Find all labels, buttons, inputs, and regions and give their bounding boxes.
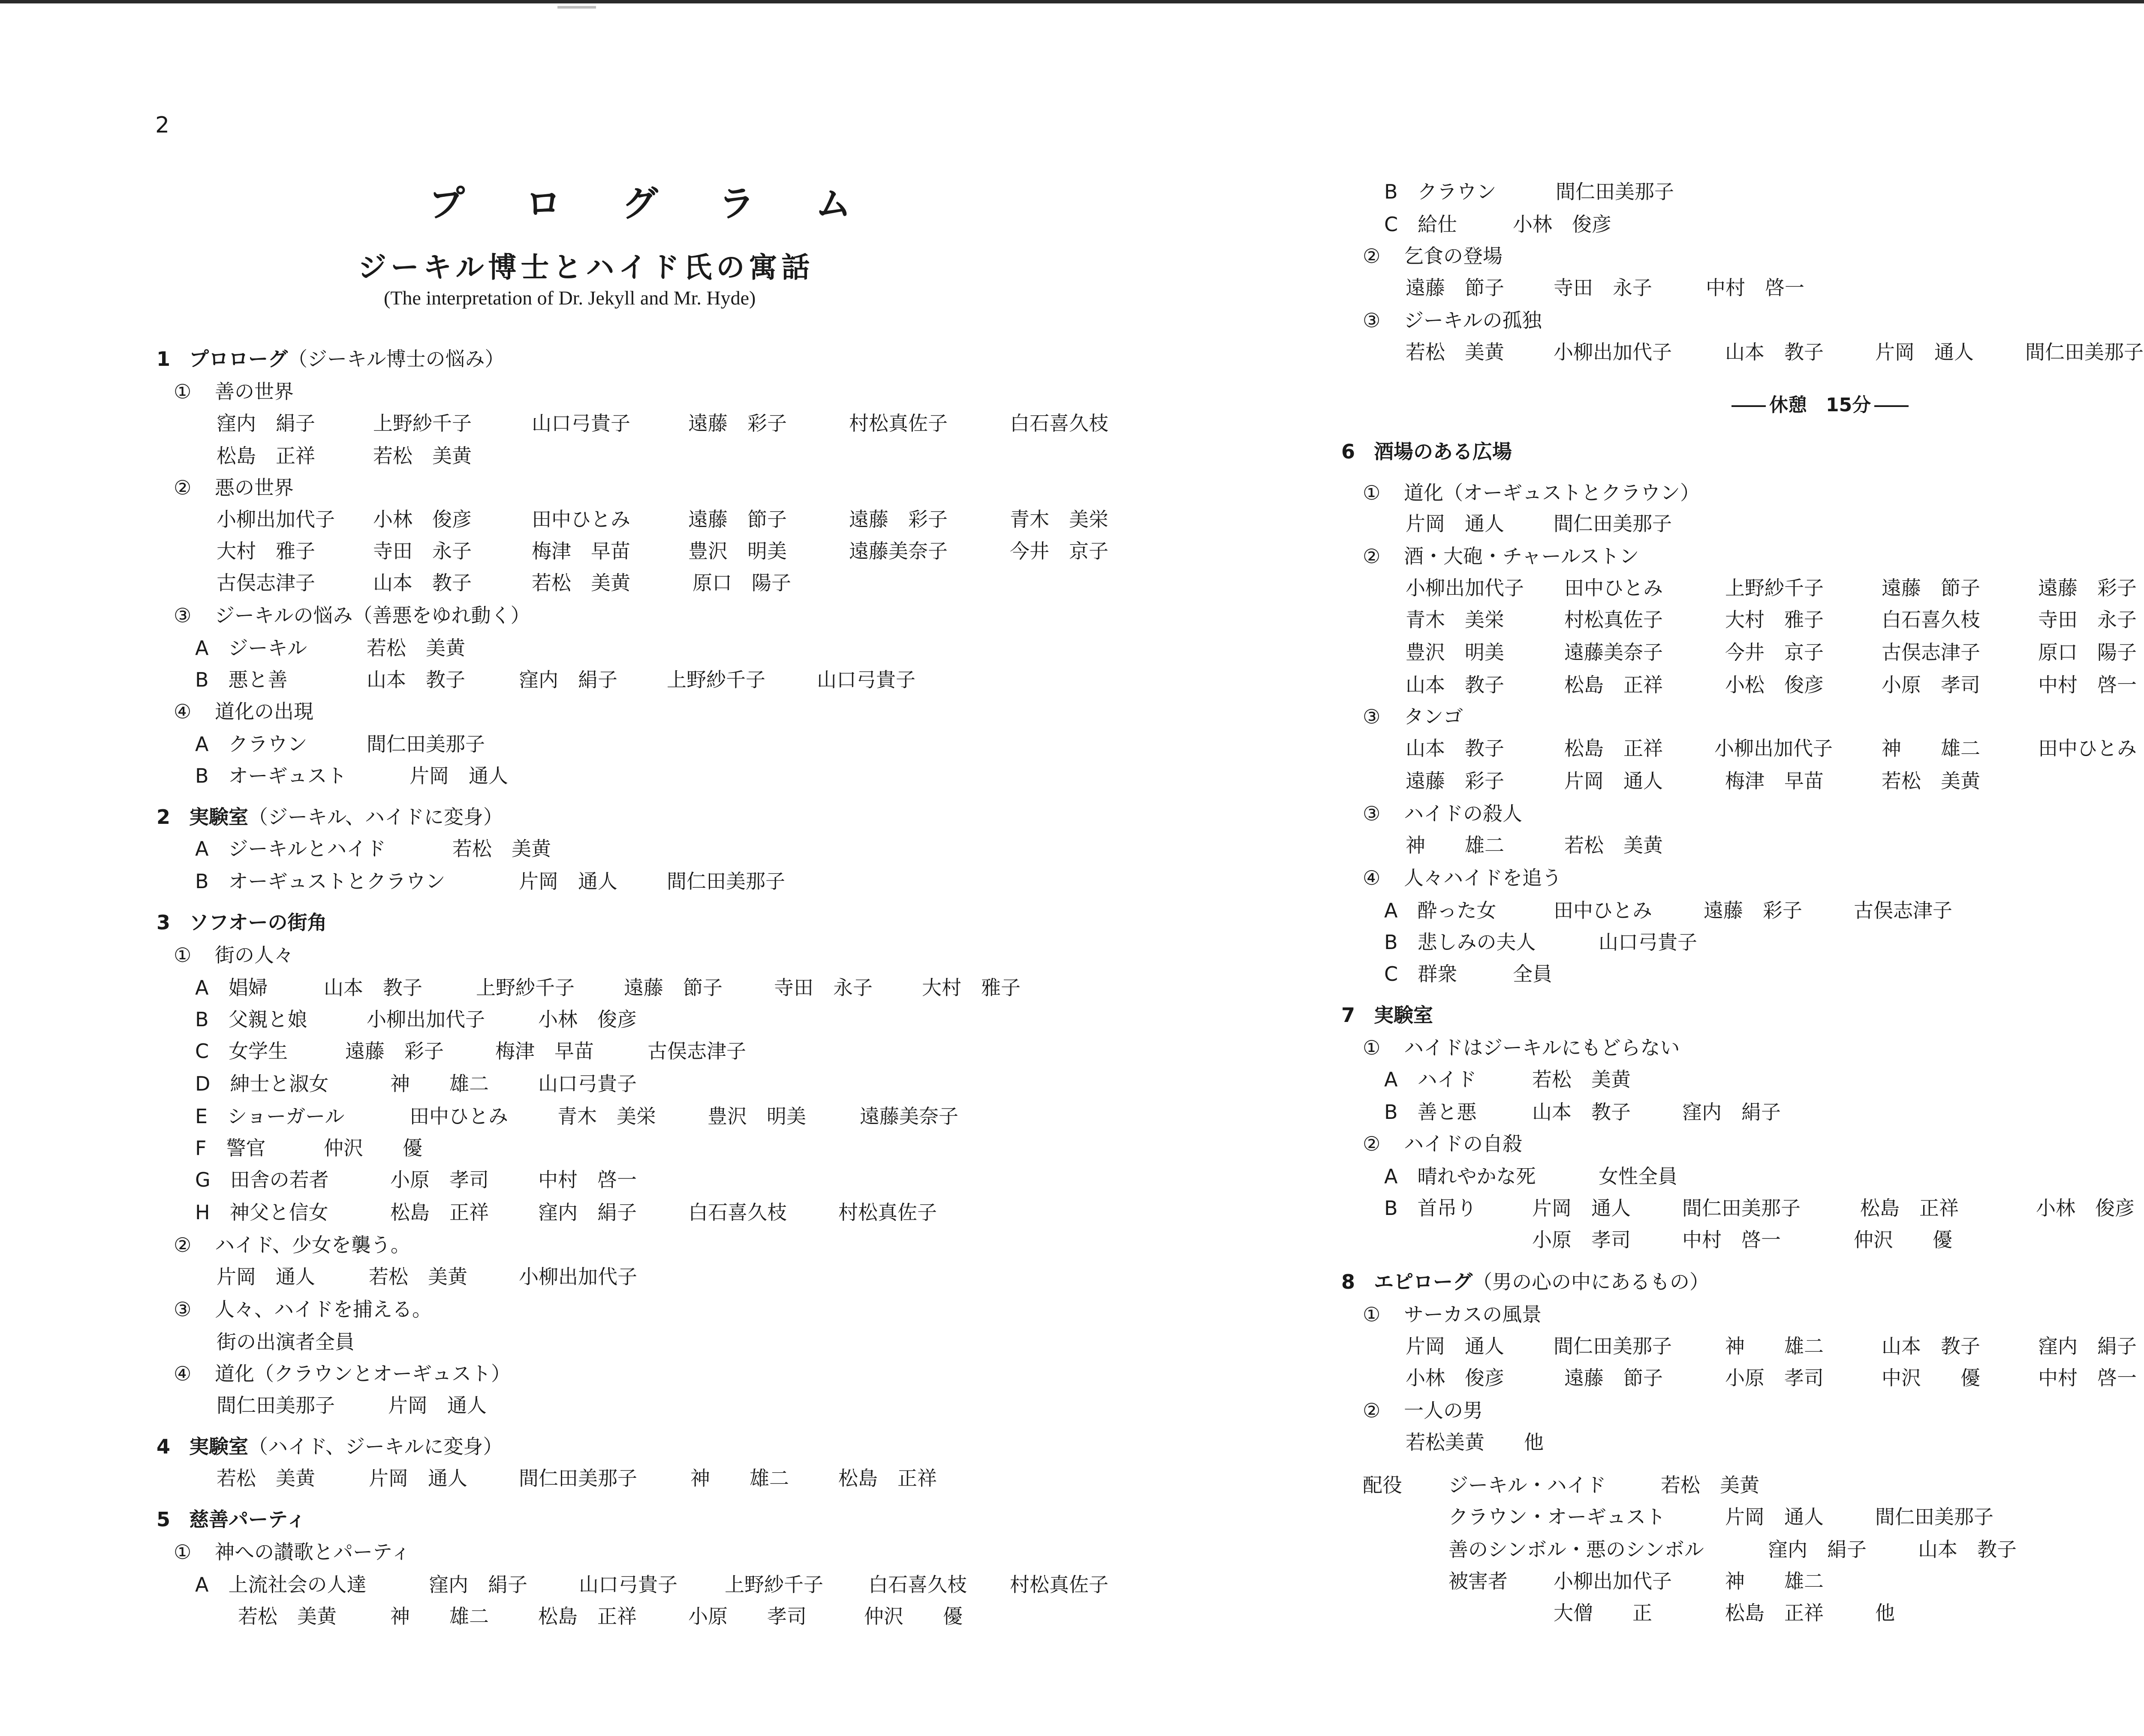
cast-cell: E ショーガール [195, 1105, 345, 1128]
cast-cell: 遠藤 彩子 [345, 1040, 444, 1063]
subsection-mark: ③ [1363, 309, 1381, 332]
subsection-heading [174, 1299, 432, 1319]
cast-cell: 梅津 早苗 [1725, 769, 1824, 793]
cast-cell: 窪内 絹子 [1768, 1538, 1867, 1561]
cast-cell: 片岡 通人 [410, 764, 508, 787]
cast-cell: 片岡 通人 [1725, 1505, 1824, 1528]
cast-cell: 村松真佐子 [838, 1201, 937, 1224]
section-heading [1341, 1005, 1433, 1025]
cast-cell: 田中ひとみ [532, 508, 630, 531]
cast-cell: 松島 正祥 [1725, 1601, 1824, 1624]
program-title: プ ロ グ ラ ム [429, 182, 875, 225]
cast-cell: 松島 正祥 [1564, 737, 1663, 760]
subsection-heading [174, 382, 294, 401]
cast-cell: 神 雄二 [1406, 834, 1504, 857]
cast-cell: 小柳出加代子 [1406, 576, 1524, 600]
cast-cell: 寺田 永子 [774, 976, 873, 999]
cast-cell: 小林 俊彦 [373, 508, 472, 531]
cast-cell: 遠藤 彩子 [1406, 769, 1504, 793]
cast-cell: 若松 美黄 [217, 1467, 315, 1490]
cast-cell: 山口弓貴子 [538, 1072, 637, 1095]
cast-cell: 若松 美黄 [367, 636, 465, 660]
subsection-heading [174, 702, 313, 721]
cast-cell: B 善と悪 [1384, 1100, 1477, 1124]
cast-cell: A ジーキルとハイド [195, 837, 386, 860]
cast-cell: 原口 陽子 [693, 571, 791, 594]
subsection-mark: ④ [174, 700, 192, 723]
subsection-mark: ④ [174, 1362, 192, 1385]
cast-cell: 松島 正祥 [838, 1467, 937, 1490]
cast-cell: 女性全員 [1599, 1165, 1677, 1188]
cast-cell: 神 雄二 [390, 1072, 489, 1095]
subsection-mark: ④ [1363, 866, 1381, 889]
cast-cell: 豊沢 明美 [708, 1105, 806, 1128]
cast-cell: 神 雄二 [1725, 1335, 1824, 1358]
subsection-heading [1363, 483, 1700, 503]
english-title: (The interpretation of Dr. Jekyll and Mr. Hyde) [384, 287, 756, 309]
cast-cell: 山口弓貴子 [579, 1573, 678, 1596]
cast-cell: 間仁田美那子 [1556, 180, 1674, 203]
subsection-heading [1363, 1401, 1483, 1420]
cast-cell: 白石喜久枝 [688, 1201, 787, 1224]
subsection-heading [174, 606, 530, 625]
cast-cell: 窪内 絹子 [1682, 1100, 1781, 1124]
cast-cell: 松島 正祥 [1860, 1197, 1959, 1220]
subsection-title: 道化（クラウンとオーギュスト） [215, 1362, 511, 1385]
cast-cell: 間仁田美那子 [1554, 1335, 1672, 1358]
cast-cell: A クラウン [195, 732, 307, 756]
subsection-heading [174, 1364, 511, 1383]
subsection-title: ハイドはジーキルにもどらない [1404, 1036, 1680, 1059]
cast-cell: 若松 美黄 [369, 1265, 467, 1288]
cast-cell: 仲沢 優 [864, 1605, 963, 1628]
cast-cell: 神 雄二 [390, 1605, 489, 1628]
cast-cell: 神 雄二 [1882, 737, 1980, 760]
cast-cell: 若松 美黄 [1882, 769, 1980, 793]
cast-cell: 小柳出加代子 [1554, 341, 1672, 364]
cast-cell: 間仁田美那子 [2025, 341, 2144, 364]
subsection-title: 人々ハイドを追う [1404, 866, 1562, 889]
section-note: （ジーキル博士の悩み） [288, 347, 505, 371]
subsection-mark: ① [1363, 1036, 1381, 1059]
cast-cell: 今井 京子 [1725, 641, 1824, 664]
cast-cell: 山本 教子 [1532, 1100, 1631, 1124]
section-heading [157, 1437, 503, 1456]
subsection-mark: ② [1363, 1132, 1381, 1155]
subsection-title: 善の世界 [215, 380, 294, 403]
subsection-mark: ① [174, 943, 192, 967]
cast-cell: G 田舎の若者 [195, 1168, 329, 1191]
cast-cell: H 神父と信女 [195, 1201, 328, 1224]
subsection-mark: ② [174, 476, 192, 499]
subsection-heading [174, 1542, 410, 1562]
cast-cell: 他 [1875, 1601, 1895, 1624]
cast-cell: 古俣志津子 [1854, 899, 1952, 922]
cast-cell: 中沢 優 [1882, 1366, 1980, 1389]
cast-cell: 青木 美栄 [1406, 608, 1504, 631]
subsection-heading [1363, 1134, 1522, 1154]
cast-cell: 間仁田美那子 [519, 1467, 637, 1490]
subsection-mark: ① [1363, 481, 1381, 504]
cast-cell: B クラウン [1384, 180, 1497, 203]
cast-cell: 小原 孝司 [1882, 673, 1980, 696]
cast-cell: 山本 教子 [373, 571, 472, 594]
cast-cell: 小林 俊彦 [1406, 1366, 1504, 1389]
cast-cell: 寺田 永子 [1554, 276, 1652, 299]
cast-cell: 遠藤 節子 [1564, 1366, 1663, 1389]
cast-cell: 若松 美黄 [1532, 1068, 1631, 1091]
section-heading [157, 349, 505, 369]
cast-cell: 梅津 早苗 [495, 1040, 594, 1063]
intermission-text: 休憩 15分 [1769, 394, 1871, 416]
subsection-heading [1363, 310, 1542, 330]
cast-cell: 小原 孝司 [390, 1168, 489, 1191]
subsection-title: ジーキルの悩み（善悪をゆれ動く） [215, 604, 530, 627]
subsection-title: 一人の男 [1404, 1399, 1483, 1422]
cast-cell: 豊沢 明美 [688, 539, 787, 563]
cast-cell: 青木 美栄 [557, 1105, 656, 1128]
cast-cell: 小原 孝司 [1725, 1366, 1824, 1389]
subsection-title: 神への讃歌とパーティ [215, 1540, 411, 1564]
subsection-title: サーカスの風景 [1404, 1303, 1542, 1326]
cast-cell: 仲沢 優 [1854, 1228, 1952, 1251]
cast-cell: 小松 俊彦 [1725, 673, 1824, 696]
cast-cell: 中村 啓一 [1706, 276, 1804, 299]
cast-cell: 田中ひとみ [410, 1105, 508, 1128]
cast-cell: 中村 啓一 [538, 1168, 637, 1191]
cast-cell: 小原 孝司 [1532, 1228, 1631, 1251]
section-number: 7 [1341, 1004, 1355, 1027]
cast-cell: 中村 啓一 [2038, 673, 2137, 696]
cast-cell: 山本 教子 [1882, 1335, 1980, 1358]
cast-cell: B 悪と善 [195, 668, 288, 691]
cast-cell: 梅津 早苗 [532, 539, 630, 563]
subsection-title: 酒・大砲・チャールストン [1404, 545, 1639, 568]
subsection-title: 人々、ハイドを捕える。 [215, 1298, 432, 1321]
cast-cell: 遠藤 彩子 [2038, 576, 2137, 600]
cast-cell: 小柳出加代子 [217, 508, 335, 531]
cast-cell: 遠藤美奈子 [1564, 641, 1663, 664]
cast-cell: 小林 俊彦 [538, 1008, 637, 1031]
cast-cell: 間仁田美那子 [217, 1394, 335, 1417]
cast-cell: 白石喜久枝 [1882, 608, 1980, 631]
cast-cell: C 女学生 [195, 1040, 288, 1063]
section-heading [1341, 1272, 1709, 1292]
cast-cell: 山本 教子 [1406, 737, 1504, 760]
section-heading [157, 807, 503, 827]
cast-cell: 若松 美黄 [532, 571, 630, 594]
subsection-heading [1363, 707, 1463, 726]
cast-cell: 上野紗千子 [667, 668, 765, 691]
cast-cell: 遠藤 節子 [624, 976, 723, 999]
intermission [1728, 389, 1912, 417]
subsection-heading [1363, 1305, 1542, 1324]
cast-cell: B 悲しみの夫人 [1384, 931, 1536, 954]
cast-cell: 遠藤 彩子 [849, 508, 948, 531]
cast-cell: 若松美黄 他 [1406, 1431, 1544, 1454]
cast-cell: 若松 美黄 [373, 444, 472, 467]
cast-cell: 松島 正祥 [1564, 673, 1663, 696]
cast-cell: B オーギュストとクラウン [195, 870, 446, 893]
cast-cell: 小柳出加代子 [519, 1265, 637, 1288]
cast-cell: A ハイド [1384, 1068, 1477, 1091]
cast-cell: 青木 美栄 [1010, 508, 1108, 531]
section-title: 酒場のある広場 [1374, 440, 1512, 463]
section-number: 1 [157, 347, 171, 371]
cast-cell: 遠藤 彩子 [688, 412, 787, 435]
cast-cell: C 群衆 [1384, 962, 1457, 986]
cast-cell: 古俣志津子 [217, 571, 315, 594]
cast-cell: 村松真佐子 [1564, 608, 1663, 631]
cast-cell: 遠藤 節子 [688, 508, 787, 531]
subsection-title: 悪の世界 [215, 476, 294, 499]
cast-cell: D 紳士と淑女 [195, 1072, 329, 1095]
subsection-heading [174, 478, 294, 497]
cast-cell: 遠藤美奈子 [849, 539, 948, 563]
section-title: 実験室 [189, 1435, 249, 1458]
section-title: エピローグ [1374, 1270, 1473, 1293]
cast-cell: B 首吊り [1384, 1197, 1477, 1220]
cast-cell: 村松真佐子 [849, 412, 948, 435]
cast-cell: 若松 美黄 [238, 1605, 337, 1628]
cast-cell: 松島 正祥 [217, 444, 315, 467]
cast-cell: 小柳出加代子 [1714, 737, 1833, 760]
cast-cell: 山本 教子 [1918, 1538, 2017, 1561]
cast-cell: 白石喜久枝 [868, 1573, 967, 1596]
cast-cell: 山本 教子 [324, 976, 422, 999]
cast-cell: 被害者 [1448, 1570, 1508, 1593]
cast-cell: 片岡 通人 [369, 1467, 467, 1490]
cast-cell: 善のシンボル・悪のシンボル [1448, 1538, 1704, 1561]
cast-cell: 小林 俊彦 [2036, 1197, 2135, 1220]
subsection-mark: ① [174, 1540, 192, 1564]
subsection-title: ジーキルの孤独 [1404, 309, 1542, 332]
cast-cell: 片岡 通人 [388, 1394, 487, 1417]
cast-cell: 小柳出加代子 [1554, 1570, 1672, 1593]
cast-cell: 小林 俊彦 [1513, 213, 1611, 236]
cast-cell: 片岡 通人 [1532, 1197, 1631, 1220]
cast-cell: 片岡 通人 [1875, 341, 1974, 364]
subsection-title: ハイド、少女を襲う。 [215, 1233, 410, 1257]
cast-cell: 原口 陽子 [2038, 641, 2137, 664]
subsection-heading [1363, 868, 1562, 888]
cast-cell: 遠藤 彩子 [1704, 899, 1802, 922]
subsection-title: 道化の出現 [215, 700, 313, 723]
subsection-heading [1363, 246, 1503, 266]
section-heading [157, 1510, 306, 1529]
cast-cell: 松島 正祥 [390, 1201, 489, 1224]
cast-cell: 古俣志津子 [647, 1040, 746, 1063]
cast-cell: 山口弓貴子 [817, 668, 915, 691]
cast-cell: B 父親と娘 [195, 1008, 307, 1031]
section-title: 実験室 [1374, 1004, 1433, 1027]
cast-cell: 田中ひとみ [1564, 576, 1663, 600]
cast-cell: 村松真佐子 [1010, 1573, 1108, 1596]
cast-cell: A 酔った女 [1384, 899, 1497, 922]
cast-cell: 仲沢 優 [324, 1136, 422, 1160]
cast-cell: 若松 美黄 [1564, 834, 1663, 857]
subsection-mark: ③ [174, 1298, 192, 1321]
cast-cell: 若松 美黄 [452, 837, 551, 860]
subsection-title: ハイドの殺人 [1404, 802, 1522, 825]
cast-cell: 間仁田美那子 [667, 870, 785, 893]
cast-cell: 間仁田美那子 [1554, 512, 1672, 535]
cast-cell: 中村 啓一 [2038, 1366, 2137, 1389]
subsection-mark: ② [1363, 545, 1381, 568]
section-number: 8 [1341, 1270, 1355, 1293]
section-number: 5 [157, 1508, 171, 1531]
cast-cell: 遠藤 節子 [1882, 576, 1980, 600]
cast-cell: A 晴れやかな死 [1384, 1165, 1536, 1188]
section-title: プロローグ [189, 347, 288, 371]
cast-cell: B オーギュスト [195, 764, 347, 787]
cast-cell: 小柳出加代子 [367, 1008, 485, 1031]
subsection-mark: ① [174, 380, 192, 403]
subsection-heading [1363, 1038, 1680, 1058]
cast-cell: 上野紗千子 [725, 1573, 823, 1596]
section-note: （男の心の中にあるもの） [1472, 1270, 1710, 1293]
section-number: 2 [157, 805, 171, 829]
program-subtitle: ジーキル博士とハイド氏の寓話 [358, 250, 814, 284]
cast-cell: A 上流社会の人達 [195, 1573, 367, 1596]
cast-cell: 上野紗千子 [373, 412, 472, 435]
cast-cell: 窪内 絹子 [2038, 1335, 2137, 1358]
subsection-heading [1363, 546, 1639, 566]
cast-cell: 上野紗千子 [1725, 576, 1824, 600]
cast-cell: A ジーキル [195, 636, 307, 660]
section-heading [157, 913, 327, 932]
cast-cell: 全員 [1513, 962, 1552, 986]
subsection-title: 街の人々 [215, 943, 294, 967]
cast-cell: 片岡 通人 [217, 1265, 315, 1288]
cast-cell: 古俣志津子 [1882, 641, 1980, 664]
cast-cell: 片岡 通人 [1564, 769, 1663, 793]
cast-cell: 山本 教子 [1406, 673, 1504, 696]
cast-cell: 間仁田美那子 [1682, 1197, 1801, 1220]
section-title: 慈善パーティ [189, 1508, 306, 1531]
cast-cell: 山本 教子 [1725, 341, 1824, 364]
cast-cell: 窪内 絹子 [429, 1573, 527, 1596]
section-number: 3 [157, 911, 171, 934]
cast-cell: C 給仕 [1384, 213, 1457, 236]
subsection-mark: ② [174, 1233, 192, 1257]
cast-cell: 松島 正祥 [538, 1605, 637, 1628]
cast-cell: 若松 美黄 [1661, 1474, 1759, 1497]
cast-cell: 大村 雅子 [922, 976, 1021, 999]
cast-cell: 山口弓貴子 [532, 412, 630, 435]
subsection-mark: ① [1363, 1303, 1381, 1326]
cast-cell: 窪内 絹子 [519, 668, 617, 691]
cast-cell: 田中ひとみ [1554, 899, 1652, 922]
intermission-dash-right [1874, 405, 1909, 407]
cast-cell: ジーキル・ハイド [1448, 1474, 1606, 1497]
section-note: （ジーキル、ハイドに変身） [248, 805, 503, 829]
section-note: （ハイド、ジーキルに変身） [248, 1435, 503, 1458]
cast-cell: 上野紗千子 [476, 976, 575, 999]
subsection-title: タンゴ [1404, 705, 1463, 728]
cast-cell: 間仁田美那子 [367, 732, 485, 756]
cast-cell: 遠藤 節子 [1406, 276, 1504, 299]
section-heading [1341, 442, 1512, 461]
cast-cell: 山本 教子 [367, 668, 465, 691]
subsection-mark: ② [1363, 244, 1381, 268]
subsection-heading [1363, 804, 1522, 823]
cast-cell: 白石喜久枝 [1010, 412, 1108, 435]
intermission-dash-left [1731, 405, 1766, 407]
cast-cell: 遠藤美奈子 [860, 1105, 958, 1128]
cast-cell: 配役 [1363, 1474, 1402, 1497]
cast-cell: 窪内 絹子 [538, 1201, 637, 1224]
cast-cell: A 娼婦 [195, 976, 268, 999]
cast-cell: 山口弓貴子 [1599, 931, 1697, 954]
subsection-heading [174, 945, 294, 965]
subsection-title: 乞食の登場 [1404, 244, 1503, 268]
cast-cell: 寺田 永子 [373, 539, 472, 563]
cast-cell: 今井 京子 [1010, 539, 1108, 563]
cast-cell: 大村 雅子 [1725, 608, 1824, 631]
section-number: 6 [1341, 440, 1355, 463]
subsection-title: 道化（オーギュストとクラウン） [1404, 481, 1700, 504]
subsection-heading [174, 1235, 410, 1255]
cast-cell: 間仁田美那子 [1875, 1505, 1993, 1528]
cast-cell: 街の出演者全員 [217, 1330, 355, 1353]
cast-cell: 神 雄二 [690, 1467, 789, 1490]
section-title: 実験室 [189, 805, 249, 829]
cast-cell: 中村 啓一 [1682, 1228, 1781, 1251]
page-number-left: 2 [155, 112, 170, 138]
section-number: 4 [157, 1435, 171, 1458]
section-title: ソフオーの街角 [189, 911, 327, 934]
cast-cell: 片岡 通人 [1406, 512, 1504, 535]
cast-cell: 窪内 絹子 [217, 412, 315, 435]
cast-cell: 小原 孝司 [688, 1605, 807, 1628]
cast-cell: 神 雄二 [1725, 1570, 1824, 1593]
subsection-title: ハイドの自殺 [1404, 1132, 1522, 1155]
cast-cell: 大僧 正 [1554, 1601, 1652, 1624]
cast-cell: 田中ひとみ [2038, 737, 2137, 760]
cast-cell: 豊沢 明美 [1406, 641, 1504, 664]
cast-cell: 大村 雅子 [217, 539, 315, 563]
subsection-mark: ③ [174, 604, 192, 627]
cast-cell: 若松 美黄 [1406, 341, 1504, 364]
cast-cell: 片岡 通人 [1406, 1335, 1504, 1358]
cast-cell: F 警官 [195, 1136, 266, 1160]
subsection-mark: ③ [1363, 802, 1381, 825]
subsection-mark: ③ [1363, 705, 1381, 728]
subsection-mark: ② [1363, 1399, 1381, 1422]
cast-cell: 寺田 永子 [2038, 608, 2137, 631]
cast-cell: クラウン・オーギュスト [1448, 1505, 1665, 1528]
cast-cell: 片岡 通人 [519, 870, 617, 893]
